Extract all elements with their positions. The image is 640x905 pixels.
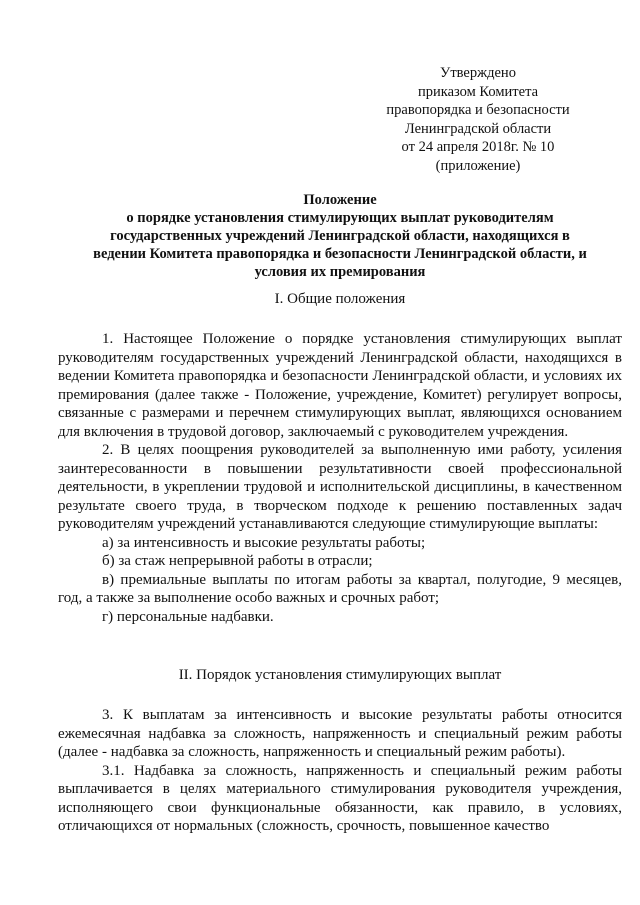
title-line: о порядке установления стимулирующих выплат руководителям <box>126 210 554 226</box>
title-line: государственных учреждений Ленинградской области, находящихся в <box>110 228 570 244</box>
paragraph-3: 3. К выплатам за интенсивность и высокие результаты работы относится ежемесячная надбавка за сложность, напряженность и специальный режим работы (далее - надбавка за сложность, напряженность и специальный режим работы). <box>58 707 622 760</box>
document-title <box>58 191 622 281</box>
section-body-general <box>58 330 622 626</box>
list-item-b: б) за стаж непрерывной работы в отрасли; <box>102 553 373 569</box>
title-line: ведении Комитета правопорядка и безопасности Ленинградской области, и <box>93 246 587 262</box>
list-item-c: в) премиальные выплаты по итогам работы за квартал, полугодие, 9 месяцев, год, а также за выполнение особо важных и срочных работ; <box>58 571 622 606</box>
paragraph-3-1: 3.1. Надбавка за сложность, напряженность и специальный режим работы выплачивается в целях материального стимулирования руководителя учреждения, исполняющего свои функциональные обязанности, как правило, в условиях, отличающихся от нормальных (сложность, срочность, повышенное качество <box>58 762 622 834</box>
section-body-procedure <box>58 706 622 836</box>
list-item-d: г) персональные надбавки. <box>102 608 274 625</box>
section-heading-procedure: II. Порядок установления стимулирующих выплат <box>178 667 502 683</box>
list-item-a: а) за интенсивность и высокие результаты работы; <box>102 534 426 551</box>
section-heading-general: I. Общие положения <box>274 291 406 307</box>
approval-line: приказом Комитета <box>417 83 539 100</box>
approval-line: (приложение) <box>435 157 521 174</box>
title-line: Положение <box>303 192 377 208</box>
approval-line: Утверждено <box>440 65 516 81</box>
paragraph-1: 1. Настоящее Положение о порядке установления стимулирующих выплат руководителям государственных учреждений Ленинградской области, находящихся в ведении Комитета правопорядка и безопасности Ленинградской области, и условиях их премирования (далее также - Положение, учреждение, Комитет) регулирует вопросы, связанные с размерами и перечнем стимулирующих выплат, являющихся основанием для включения в трудовой договор, заключаемый с руководителем учреждения. <box>58 331 622 440</box>
approval-line: правопорядка и безопасности <box>386 102 570 118</box>
approval-line: от 24 апреля 2018г. № 10 <box>401 139 555 155</box>
approval-block <box>366 64 590 175</box>
title-line: условия их премирования <box>254 264 426 280</box>
paragraph-2: 2. В целях поощрения руководителей за выполненную ими работу, усиления заинтересованности в повышении результативности своей профессиональной деятельности, в укреплении трудовой и исполнительской дисциплины, в качественном результате своего труда, в творческом подходе к решению поставленных задач руководителям учреждений устанавливаются следующие стимулирующие выплаты: <box>58 442 622 532</box>
approval-line: Ленинградской области <box>404 120 552 137</box>
